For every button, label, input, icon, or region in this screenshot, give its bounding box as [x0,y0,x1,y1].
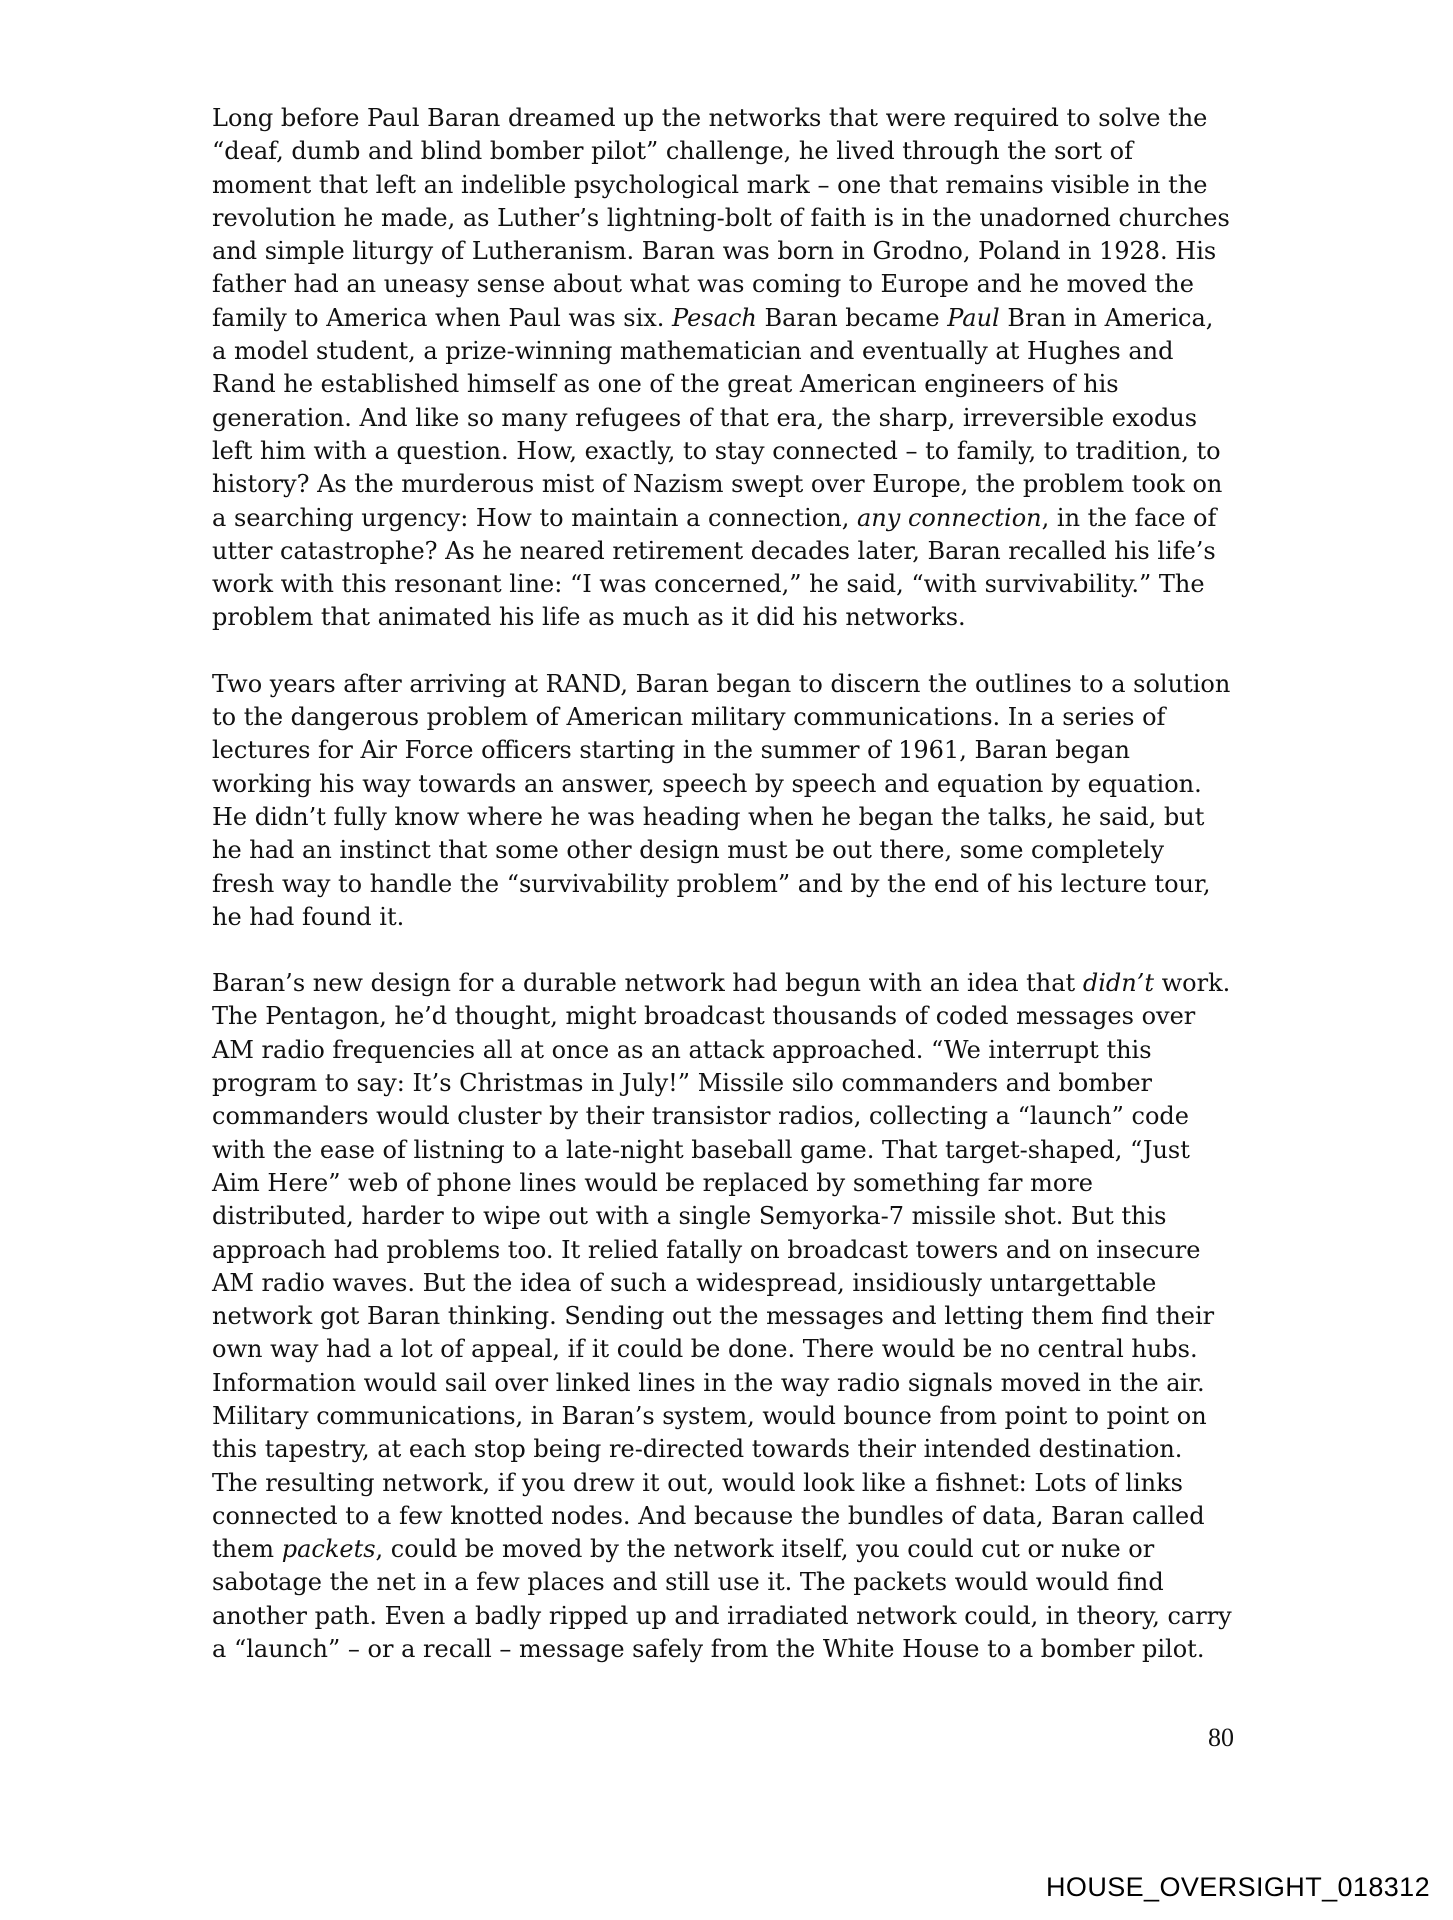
paragraph-3-italic-packets: packets [281,1535,376,1564]
paragraph-2 [212,668,1232,934]
page-number: 80 [1208,1723,1234,1752]
paragraph-1 [212,102,1232,635]
paragraph-1-italic-any-connection: any connection [857,503,1042,532]
paragraph-1-segment: Bran in America, a model student, a prize-winning mathematician and eventually at Hughes and Rand he established himself as one of the great American engineers of his generation. And like so many refugees of that era, the sharp, irreversible exodus left him with a question. How, exactly, to stay connected – to family, to tradition, to history? As the murderous mist of Nazism swept over Europe, the problem took on a searching urgency: How to maintain a connection, [212,303,1223,532]
paragraph-3-segment: , could be moved by the network itself, you could cut or nuke or sabotage the net in a few places and still use it. The packets would would find another path. Even a badly ripped up and irradiated network could, in theory, carry a “launch” – or a recall – message safely from the White House to a bomber pilot. [212,1535,1232,1664]
bates-number: HOUSE_OVERSIGHT_018312 [1046,1872,1430,1902]
paragraph-1-italic-paul: Paul [947,303,1000,332]
paragraph-3-italic-didnt: didn’t [1082,969,1154,998]
paragraph-1-segment: Long before Paul Baran dreamed up the networks that were required to solve the “deaf, dumb and blind bomber pilot” challenge, he lived through the sort of moment that left an indelible psychological mark – one that remains visible in the revolution he made, as Luther’s lightning-bolt of faith is in the unadorned churches and simple liturgy of Lutheranism. Baran was born in Grodno, Poland in 1928. His father had an uneasy sense about what was coming to Europe and he moved the family to America when Paul was six. [212,104,1230,332]
paragraph-3 [212,967,1232,1666]
paragraph-2-segment: Two years after arriving at RAND, Baran began to discern the outlines to a solution to the dangerous problem of American military communications. In a series of lectures for Air Force officers starting in the summer of 1961, Baran began working his way towards an answer, speech by speech and equation by equation. He didn’t fully know where he was heading when he began the talks, he said, but he had an instinct that some other design must be out there, some completely fresh way to handle the “survivability problem” and by the end of his lecture tour, he had found it. [212,669,1231,931]
paragraph-1-segment: , in the face of utter catastrophe? As he neared retirement decades later, Baran recalled his life’s work with this resonant line: “I was concerned,” he said, “with survivability.” The problem that animated his life as much as it did his networks. [212,503,1217,632]
paragraph-1-italic-pesach: Pesach [672,303,757,332]
body-text [212,102,1232,1666]
paragraph-1-segment: Baran became [756,303,948,332]
paragraph-3-segment: work. The Pentagon, he’d thought, might broadcast thousands of coded messages over AM radio frequencies all at once as an attack approached. “We interrupt this program to say: It’s Christmas in July!” Missile silo commanders and bomber commanders would cluster by their transistor radios, collecting a “launch” code with the ease of listning to a late-night baseball game. That target-shaped, “Just Aim Here” web of phone lines would be replaced by something far more distributed, harder to wipe out with a single Semyorka-7 missile shot. But this approach had problems too. It relied fatally on broadcast towers and on insecure AM radio waves. But the idea of such a widespread, insidiously untargettable network got Baran thinking. Sending out the messages and letting them find their own way had a lot of appeal, if it could be done. There would be no central hubs. Information would sail over linked lines in the way radio signals moved in the air. Military communications, in Baran’s system, would bounce from point to point on this tapestry, at each stop being re-directed towards their intended destination. The resulting network, if you drew it out, would look like a fishnet: Lots of links connected to a few knotted nodes. And because the bundles of data, Baran called them [212,969,1231,1564]
paragraph-3-segment: Baran’s new design for a durable network had begun with an idea that [212,969,1083,998]
